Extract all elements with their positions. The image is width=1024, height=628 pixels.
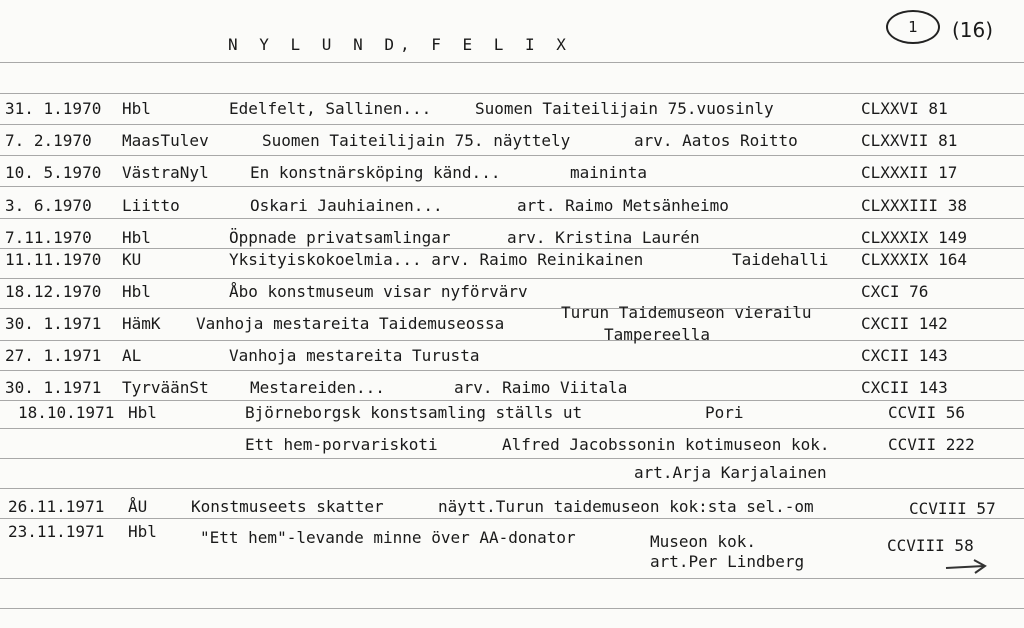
- row-note: Turun Taidemuseon vierailu: [561, 303, 812, 322]
- row-title: Ett hem-porvariskoti: [245, 435, 438, 454]
- card-total: (16): [952, 18, 994, 42]
- row-date: 11.11.1970: [5, 250, 102, 269]
- row-date: 31. 1.1970: [5, 99, 102, 118]
- row-reference: CCVII 222: [888, 435, 975, 454]
- rule-line: [0, 370, 1024, 371]
- row-source: AL: [122, 346, 142, 365]
- row-title: Björneborgsk konstsamling ställs ut: [245, 403, 583, 422]
- card-title: N Y L U N D, F E L I X: [228, 35, 572, 54]
- row-source: KU: [122, 250, 142, 269]
- row-title: Konstmuseets skatter: [191, 497, 384, 516]
- row-source: ÅU: [128, 497, 148, 516]
- row-note-continued: art.Per Lindberg: [650, 552, 805, 571]
- row-title: Mestareiden...: [250, 378, 385, 397]
- rule-line: [0, 340, 1024, 341]
- rule-line: [0, 155, 1024, 156]
- row-note: Alfred Jacobssonin kotimuseon kok.: [502, 435, 830, 454]
- row-date: 23.11.1971: [8, 522, 105, 541]
- row-source: HämK: [122, 314, 161, 333]
- row-title: Vanhoja mestareita Turusta: [229, 346, 480, 365]
- rule-line: [0, 62, 1024, 63]
- row-source: Liitto: [122, 196, 180, 215]
- rule-line: [0, 218, 1024, 219]
- row-title: En konstnärsköping känd...: [250, 163, 501, 182]
- row-source: Hbl: [128, 403, 157, 422]
- arrow-right-icon: [944, 558, 990, 578]
- row-note: Museon kok.: [650, 532, 756, 551]
- row-reference: CXCII 143: [861, 378, 948, 397]
- row-note: art.Arja Karjalainen: [634, 463, 827, 482]
- row-title: Suomen Taiteilijain 75. näyttely: [262, 131, 571, 150]
- row-reference: CLXXVI 81: [861, 99, 948, 118]
- row-note: Pori: [705, 403, 744, 422]
- row-note: arv. Kristina Laurén: [507, 228, 700, 247]
- row-reference: CXCII 142: [861, 314, 948, 333]
- rule-line: [0, 308, 1024, 309]
- card-number: 1: [908, 18, 918, 36]
- row-reference: CCVII 56: [888, 403, 966, 422]
- row-reference: CCVIII 58: [887, 536, 974, 555]
- row-date: 3. 6.1970: [5, 196, 92, 215]
- row-date: 18.12.1970: [5, 282, 102, 301]
- row-note: Taidehalli: [732, 250, 829, 269]
- row-source: Hbl: [122, 282, 151, 301]
- row-date: 7. 2.1970: [5, 131, 92, 150]
- row-note: Suomen Taiteilijain 75.vuosinly: [475, 99, 774, 118]
- row-note: art. Raimo Metsänheimo: [517, 196, 729, 215]
- row-title: Yksityiskokoelmia... arv. Raimo Reinikainen: [229, 250, 644, 269]
- rule-line: [0, 278, 1024, 279]
- row-reference: CXCII 143: [861, 346, 948, 365]
- rule-line: [0, 124, 1024, 125]
- rule-line: [0, 518, 1024, 519]
- row-title: Öppnade privatsamlingar: [229, 228, 451, 247]
- row-reference: CXCI 76: [861, 282, 929, 301]
- row-title: Edelfelt, Sallinen...: [229, 99, 432, 118]
- rule-line: [0, 428, 1024, 429]
- row-source: Hbl: [122, 228, 151, 247]
- row-reference: CLXXXIX 149: [861, 228, 967, 247]
- row-source: Hbl: [128, 522, 157, 541]
- row-date: 30. 1.1971: [5, 314, 102, 333]
- row-source: MaasTulev: [122, 131, 209, 150]
- row-reference: CLXXVII 81: [861, 131, 958, 150]
- rule-line: [0, 248, 1024, 249]
- row-date: 26.11.1971: [8, 497, 105, 516]
- row-date: 18.10.1971: [18, 403, 115, 422]
- row-note: arv. Aatos Roitto: [634, 131, 798, 150]
- row-reference: CLXXXIX 164: [861, 250, 967, 269]
- row-source: Hbl: [122, 99, 151, 118]
- rule-line: [0, 578, 1024, 579]
- rule-line: [0, 488, 1024, 489]
- row-date: 10. 5.1970: [5, 163, 102, 182]
- row-date: 7.11.1970: [5, 228, 92, 247]
- row-note-continued: Tampereella: [604, 325, 710, 344]
- row-source: TyrväänSt: [122, 378, 209, 397]
- rule-line: [0, 458, 1024, 459]
- row-title: "Ett hem"-levande minne över AA-donator: [200, 528, 576, 547]
- card-number-circle: [886, 10, 940, 44]
- rule-line: [0, 608, 1024, 609]
- row-note: maininta: [570, 163, 648, 182]
- row-source: VästraNyl: [122, 163, 209, 182]
- row-note: näytt.Turun taidemuseon kok:sta sel.-om: [438, 497, 814, 516]
- row-title: Vanhoja mestareita Taidemuseossa: [196, 314, 505, 333]
- row-note: arv. Raimo Viitala: [454, 378, 628, 397]
- rule-line: [0, 400, 1024, 401]
- row-title: Åbo konstmuseum visar nyförvärv: [229, 282, 528, 301]
- row-title: Oskari Jauhiainen...: [250, 196, 443, 215]
- row-date: 30. 1.1971: [5, 378, 102, 397]
- row-reference: CLXXXII 17: [861, 163, 958, 182]
- row-date: 27. 1.1971: [5, 346, 102, 365]
- rule-line: [0, 186, 1024, 187]
- row-reference: CCVIII 57: [909, 499, 996, 518]
- row-reference: CLXXXIII 38: [861, 196, 967, 215]
- rule-line: [0, 93, 1024, 94]
